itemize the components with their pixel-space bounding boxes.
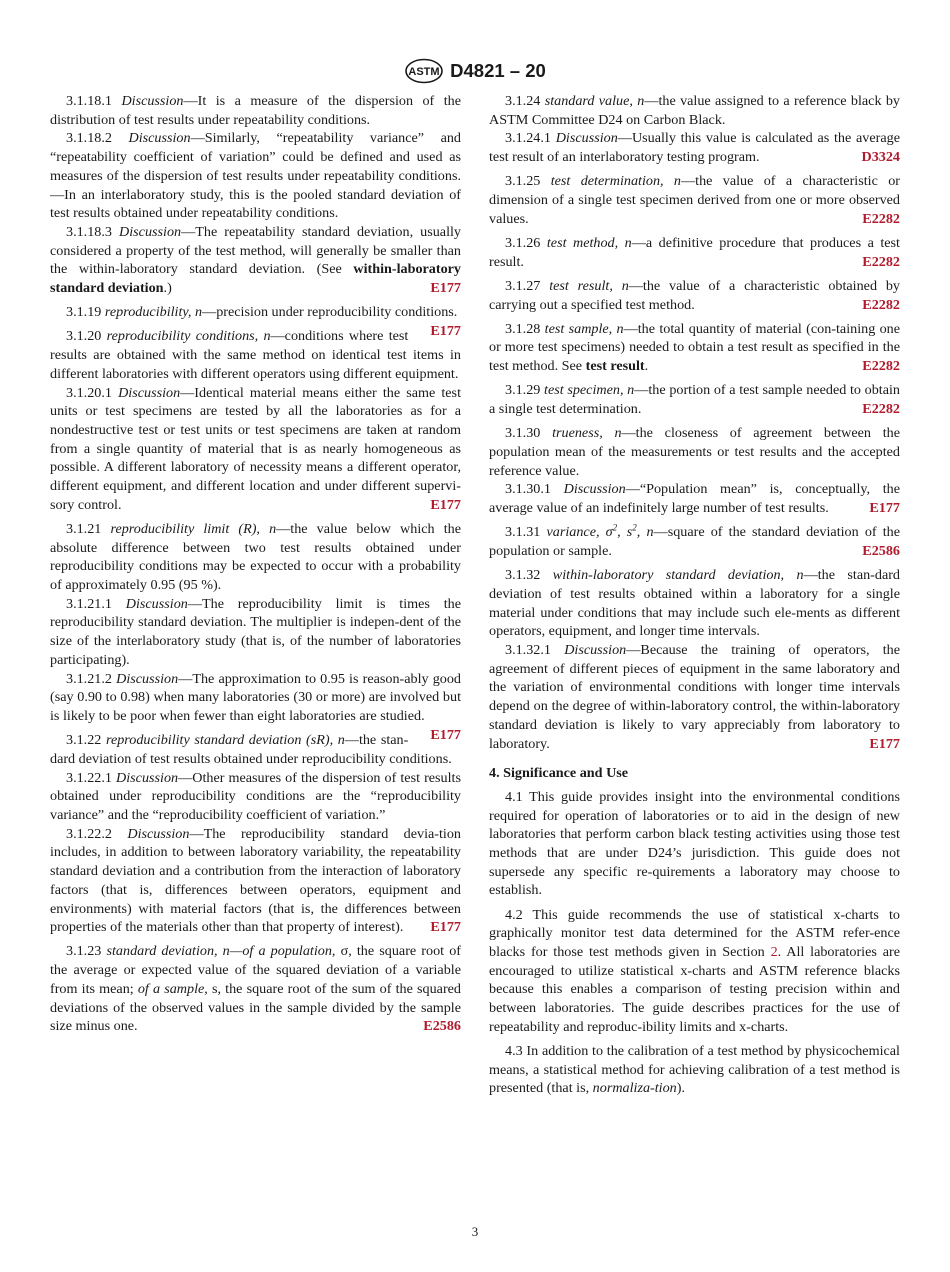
definition: 3.1.20 reproducibility conditions, n—conditions where test results are obtained with the same method on identical test items in different laboratories with different operators using different equipment. [50, 328, 461, 382]
paragraph: 3.1.21.2 Discussion—The approximation to 0.95 is reason-ably good (say 0.90 to 0.98) when many laboratories (30 or more) are involved but is likely to be poor when fewer than eight laboratories are studied. E177 [50, 670, 461, 743]
reference-link[interactable]: E2586 [423, 1018, 461, 1035]
definition: 3.1.21 reproducibility limit (R), n—the value below which the absolute difference between two test results obtained under reproducibility conditions may be expected to occur with a probability of approximately 0.95 (95 %). [50, 520, 461, 594]
document-designation: D4821 – 20 [450, 60, 546, 81]
paragraph: 3.1.18.2 Discussion—Similarly, “repeatability variance” and “repeatability coefficient of variation” could be defined and used as measures of the dispersion of test results under repeatability conditions.—In an interlaboratory study, this is the pooled standard deviation of test results obtained under repeatability conditions. [50, 130, 461, 222]
astm-logo-icon [404, 58, 444, 84]
definition: 3.1.32 within-laboratory standard deviation, n—the stan-dard deviation of test results obtained within a laboratory for a single material under conditions that may include such ele-ments as different operators, equipment, and longer time intervals. [489, 567, 900, 640]
paragraph: 3.1.22.1 Discussion—Other measures of the dispersion of test results obtained under reproducibility conditions are the “reproducibility variance” and the “reproducibility coefficient of variation.” [50, 769, 461, 824]
definition: 3.1.26 test method, n—a definitive procedure that produces a test result. E2282 [489, 234, 900, 270]
paragraph: 4.1 This guide provides insight into the environmental conditions required for operation of laboratories or to aid in the design of new laboratories that perform carbon black testing activities using those test methods that are under D24’s jurisdiction. This guide does not supersede any specific re-quirements a laboratory may choose to establish. [489, 788, 900, 899]
definition: 3.1.31 variance, $\sigma^2$, $s^2$, n—square of the standard deviation of the population or sample. E2586 [489, 522, 901, 559]
cross-reference[interactable]: within-laboratory standard deviation [50, 261, 461, 297]
definition: 3.1.19 reproducibility, n—precision under reproducibility conditions. E177 [66, 304, 461, 339]
paragraph: 4.3 In addition to the calibration of a test method by physicochemical means, a statistical method for achieving calibration of a test method is presented (that is, normaliza-tion). [489, 1043, 900, 1097]
definition: 3.1.30 trueness, n—the closeness of agreement between the population mean of the measurements or test results and the accepted reference value. [489, 425, 900, 479]
paragraph: 3.1.30.1 Discussion—“Population mean” is, conceptually, the average value of an indefinitely large number of test results. E177 [489, 481, 900, 517]
page-header [0, 56, 950, 86]
right-column [489, 92, 900, 1098]
page-number: 3 [471, 1224, 479, 1239]
svg-text:ASTM: ASTM [408, 66, 440, 78]
definition: 3.1.28 test sample, n—the total quantity of material (con-taining one or more test specimens) needed to obtain a test result as specified in the test method. See test result. E2282 [489, 320, 900, 375]
definition: 3.1.22 reproducibility standard deviation (sR), n—the stan-dard deviation of test results obtained under reproducibility conditions. [50, 732, 452, 767]
reference-link[interactable]: E177 [430, 919, 461, 936]
paragraph: 3.1.24.1 Discussion—Usually this value is calculated as the average test result of an interlaboratory testing program. D3324 [489, 130, 900, 166]
reference-link[interactable]: E2282 [862, 253, 900, 270]
reference-link[interactable]: E2282 [862, 296, 900, 313]
reference-link[interactable]: E177 [430, 322, 461, 339]
paragraph: 3.1.22.2 Discussion—The reproducibility standard devia-tion includes, in addition to between laboratory variability, the repeatability standard deviation and a contribution from the interaction of laboratory factors (that is, differences between operators, equipment and environments) with material factors (that is, the differences between properties of the materials other than that property of interest). E177 [50, 825, 461, 936]
paragraph: 3.1.18.1 Discussion—It is a measure of the dispersion of the distribution of test results under repeatability conditions. [50, 93, 461, 128]
reference-link[interactable]: E177 [430, 726, 461, 743]
definition: 3.1.25 test determination, n—the value of a characteristic or dimension of a single test specimen derived from one or more observed values. E2282 [489, 173, 900, 227]
reference-link[interactable]: E2586 [862, 542, 900, 559]
section-heading: 4. Significance and Use [489, 765, 629, 782]
reference-link[interactable]: E177 [869, 500, 900, 517]
reference-link[interactable]: E2282 [862, 358, 900, 375]
reference-link[interactable]: D3324 [861, 149, 900, 166]
reference-link[interactable]: E2282 [862, 210, 900, 227]
reference-link[interactable]: E2282 [862, 401, 900, 418]
reference-link[interactable]: E177 [869, 735, 900, 752]
definition: 3.1.27 test result, n—the value of a characteristic obtained by carrying out a specified test method. E2282 [489, 277, 900, 313]
section-link[interactable]: 2 [770, 944, 778, 961]
definition: 3.1.23 standard deviation, n—of a population, σ, the square root of the average or expected value of the squared deviation of a variable from its mean; of a sample, s, the square root of the sum of the squared deviations of the observed values in the sample divided by the sample size minus one. E2586 [50, 943, 461, 1035]
paragraph: 3.1.32.1 Discussion—Because the training of operators, the agreement of different pieces of equipment in the same laboratory and the variation of environmental conditions with longer time intervals depend on the degree of within-laboratory control, the within-laboratory standard deviation is likely to vary appreciably from laboratory to laboratory. E177 [489, 641, 900, 752]
definition: 3.1.24 standard value, n—the value assigned to a reference black by ASTM Committee D24 on Carbon Black. [489, 93, 900, 128]
paragraph: 3.1.21.1 Discussion—The reproducibility limit is times the reproducibility standard deviation. The multiplier is indepen-dent of the size of the interlaboratory study (that is, of the number of laboratories participating). [50, 595, 461, 668]
reference-link[interactable]: E177 [430, 496, 461, 513]
reference-link[interactable]: E177 [430, 280, 461, 297]
paragraph: 3.1.20.1 Discussion—Identical material means either the same test units or test specimens are tested by all the laboratories as for a nondestructive test or test units or test specimens are taken at random from a single quantity of material that is as nearly homogeneous as possible. A different laboratory of necessity means a different operator, different equipment, and different location and under different supervi-sory control. E177 [50, 384, 461, 513]
paragraph: 4.2 This guide recommends the use of statistical x-charts to graphically monitor test data determined for the ASTM refer-ence blacks for those test methods given in Section 2. All laboratories are encouraged to utilize statistical x-charts and ASTM reference blacks because this enables a comparison of testing precision within and between laboratories. The guide describes practices for the use of repeatability and reproduc-ibility limits and x-charts. [489, 906, 900, 1035]
definition: 3.1.29 test specimen, n—the portion of a test sample needed to obtain a single test determination. E2282 [489, 382, 900, 418]
left-column [50, 92, 461, 1036]
paragraph: 3.1.18.3 Discussion—The repeatability standard deviation, usually considered a property of the test method, will generally be smaller than the within-laboratory standard deviation. (See within-laboratory standard deviation.) E177 [50, 223, 462, 297]
cross-reference[interactable]: test result [585, 358, 645, 375]
